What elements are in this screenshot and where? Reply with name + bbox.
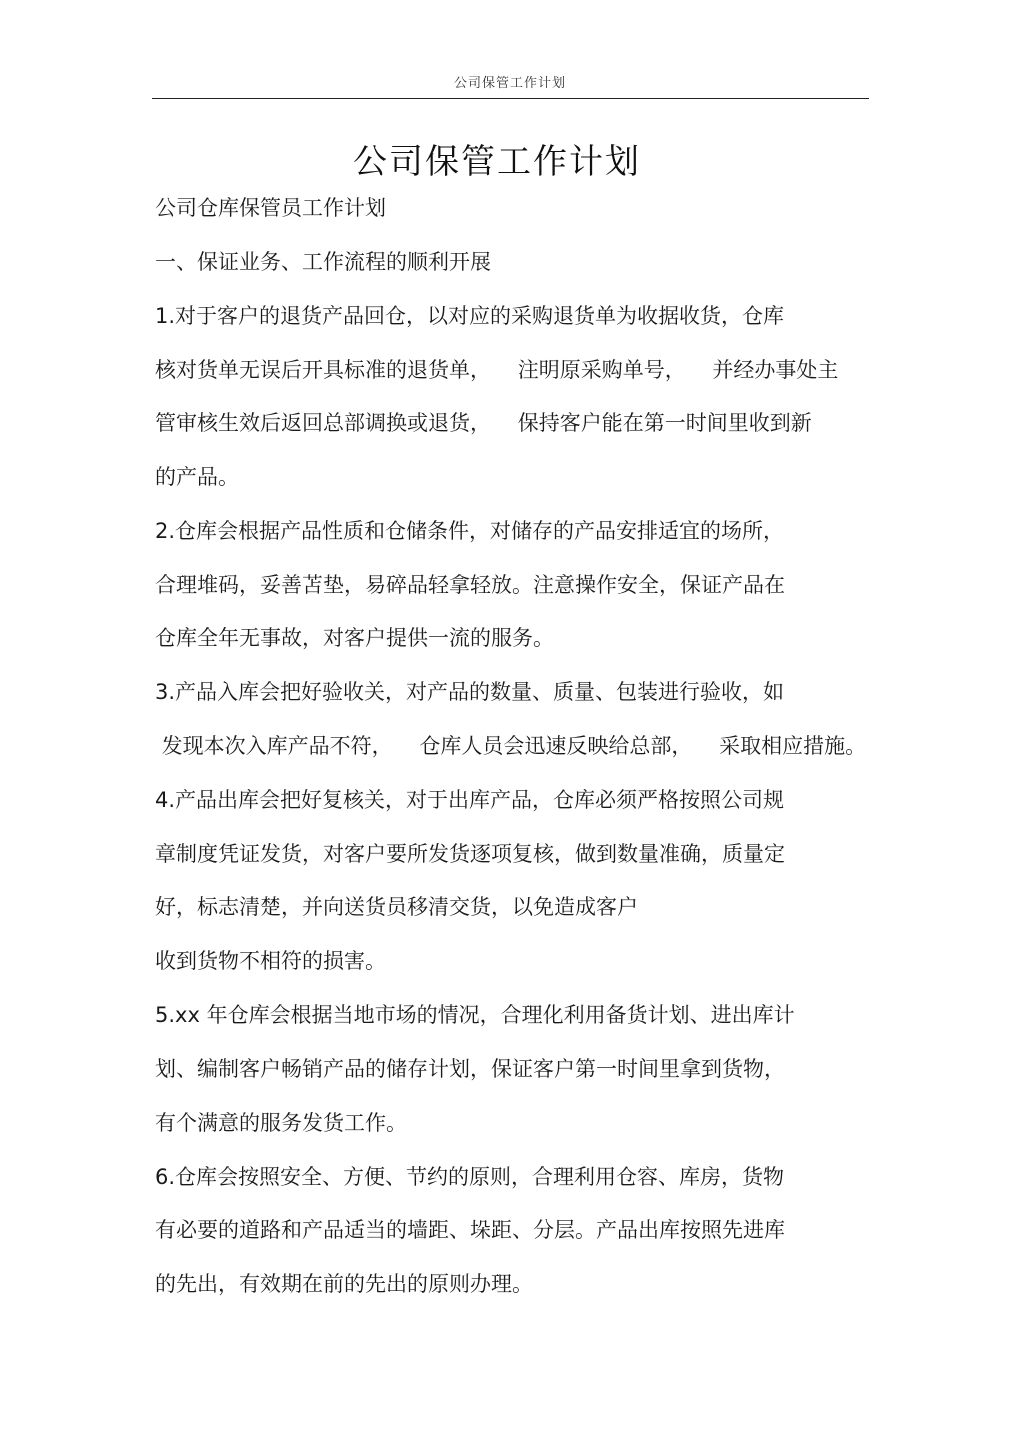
body-line: 仓库全年无事故，对客户提供一流的服务。 [155,626,554,650]
body-line: 好，标志清楚，并向送货员移清交货，以免造成客户 [155,895,638,919]
body-line: 的先出，有效期在前的先出的原则办理。 [155,1272,533,1296]
section-heading: 一、保证业务、工作流程的顺利开展 [155,250,491,274]
body-line: 1.对于客户的退货产品回仓，以对应的采购退货单为收据收货，仓库 [155,304,785,328]
body-line: 发现本次入库产品不符， 仓库人员会迅速反映给总部， 采取相应措施。 [155,734,867,758]
body-line: 3.产品入库会把好验收关，对产品的数量、质量、包装进行验收，如 [155,680,785,704]
body-line: 管审核生效后返回总部调换或退货， 保持客户能在第一时间里收到新 [155,411,812,435]
body-line: 合理堆码，妥善苫垫，易碎品轻拿轻放。注意操作安全，保证产品在 [155,573,785,597]
running-header: 公司保管工作计划 [453,76,566,91]
body-line: 有必要的道路和产品适当的墙距、垛距、分层。产品出库按照先进库 [155,1218,785,1242]
body-line: 章制度凭证发货，对客户要所发货逐项复核，做到数量准确，质量定 [155,842,785,866]
document-title: 公司保管工作计划 [353,142,641,182]
document-subtitle: 公司仓库保管员工作计划 [155,196,386,220]
body-line: 划、编制客户畅销产品的储存计划，保证客户第一时间里拿到货物， [155,1057,785,1081]
body-line: 6.仓库会按照安全、方便、节约的原则，合理利用仓容、库房，货物 [155,1165,785,1189]
body-line: 收到货物不相符的损害。 [155,949,386,973]
body-line: 4.产品出库会把好复核关，对于出库产品，仓库必须严格按照公司规 [155,788,785,812]
body-line: 2.仓库会根据产品性质和仓储条件，对储存的产品安排适宜的场所， [155,519,785,543]
body-line: 的产品。 [155,465,239,489]
header-rule [152,98,869,99]
body-line: 5.xx 年仓库会根据当地市场的情况，合理化利用备货计划、进出库计 [155,1003,795,1027]
body-line: 有个满意的服务发货工作。 [155,1111,407,1135]
body-line: 核对货单无误后开具标准的退货单， 注明原采购单号， 并经办事处主 [155,358,839,382]
